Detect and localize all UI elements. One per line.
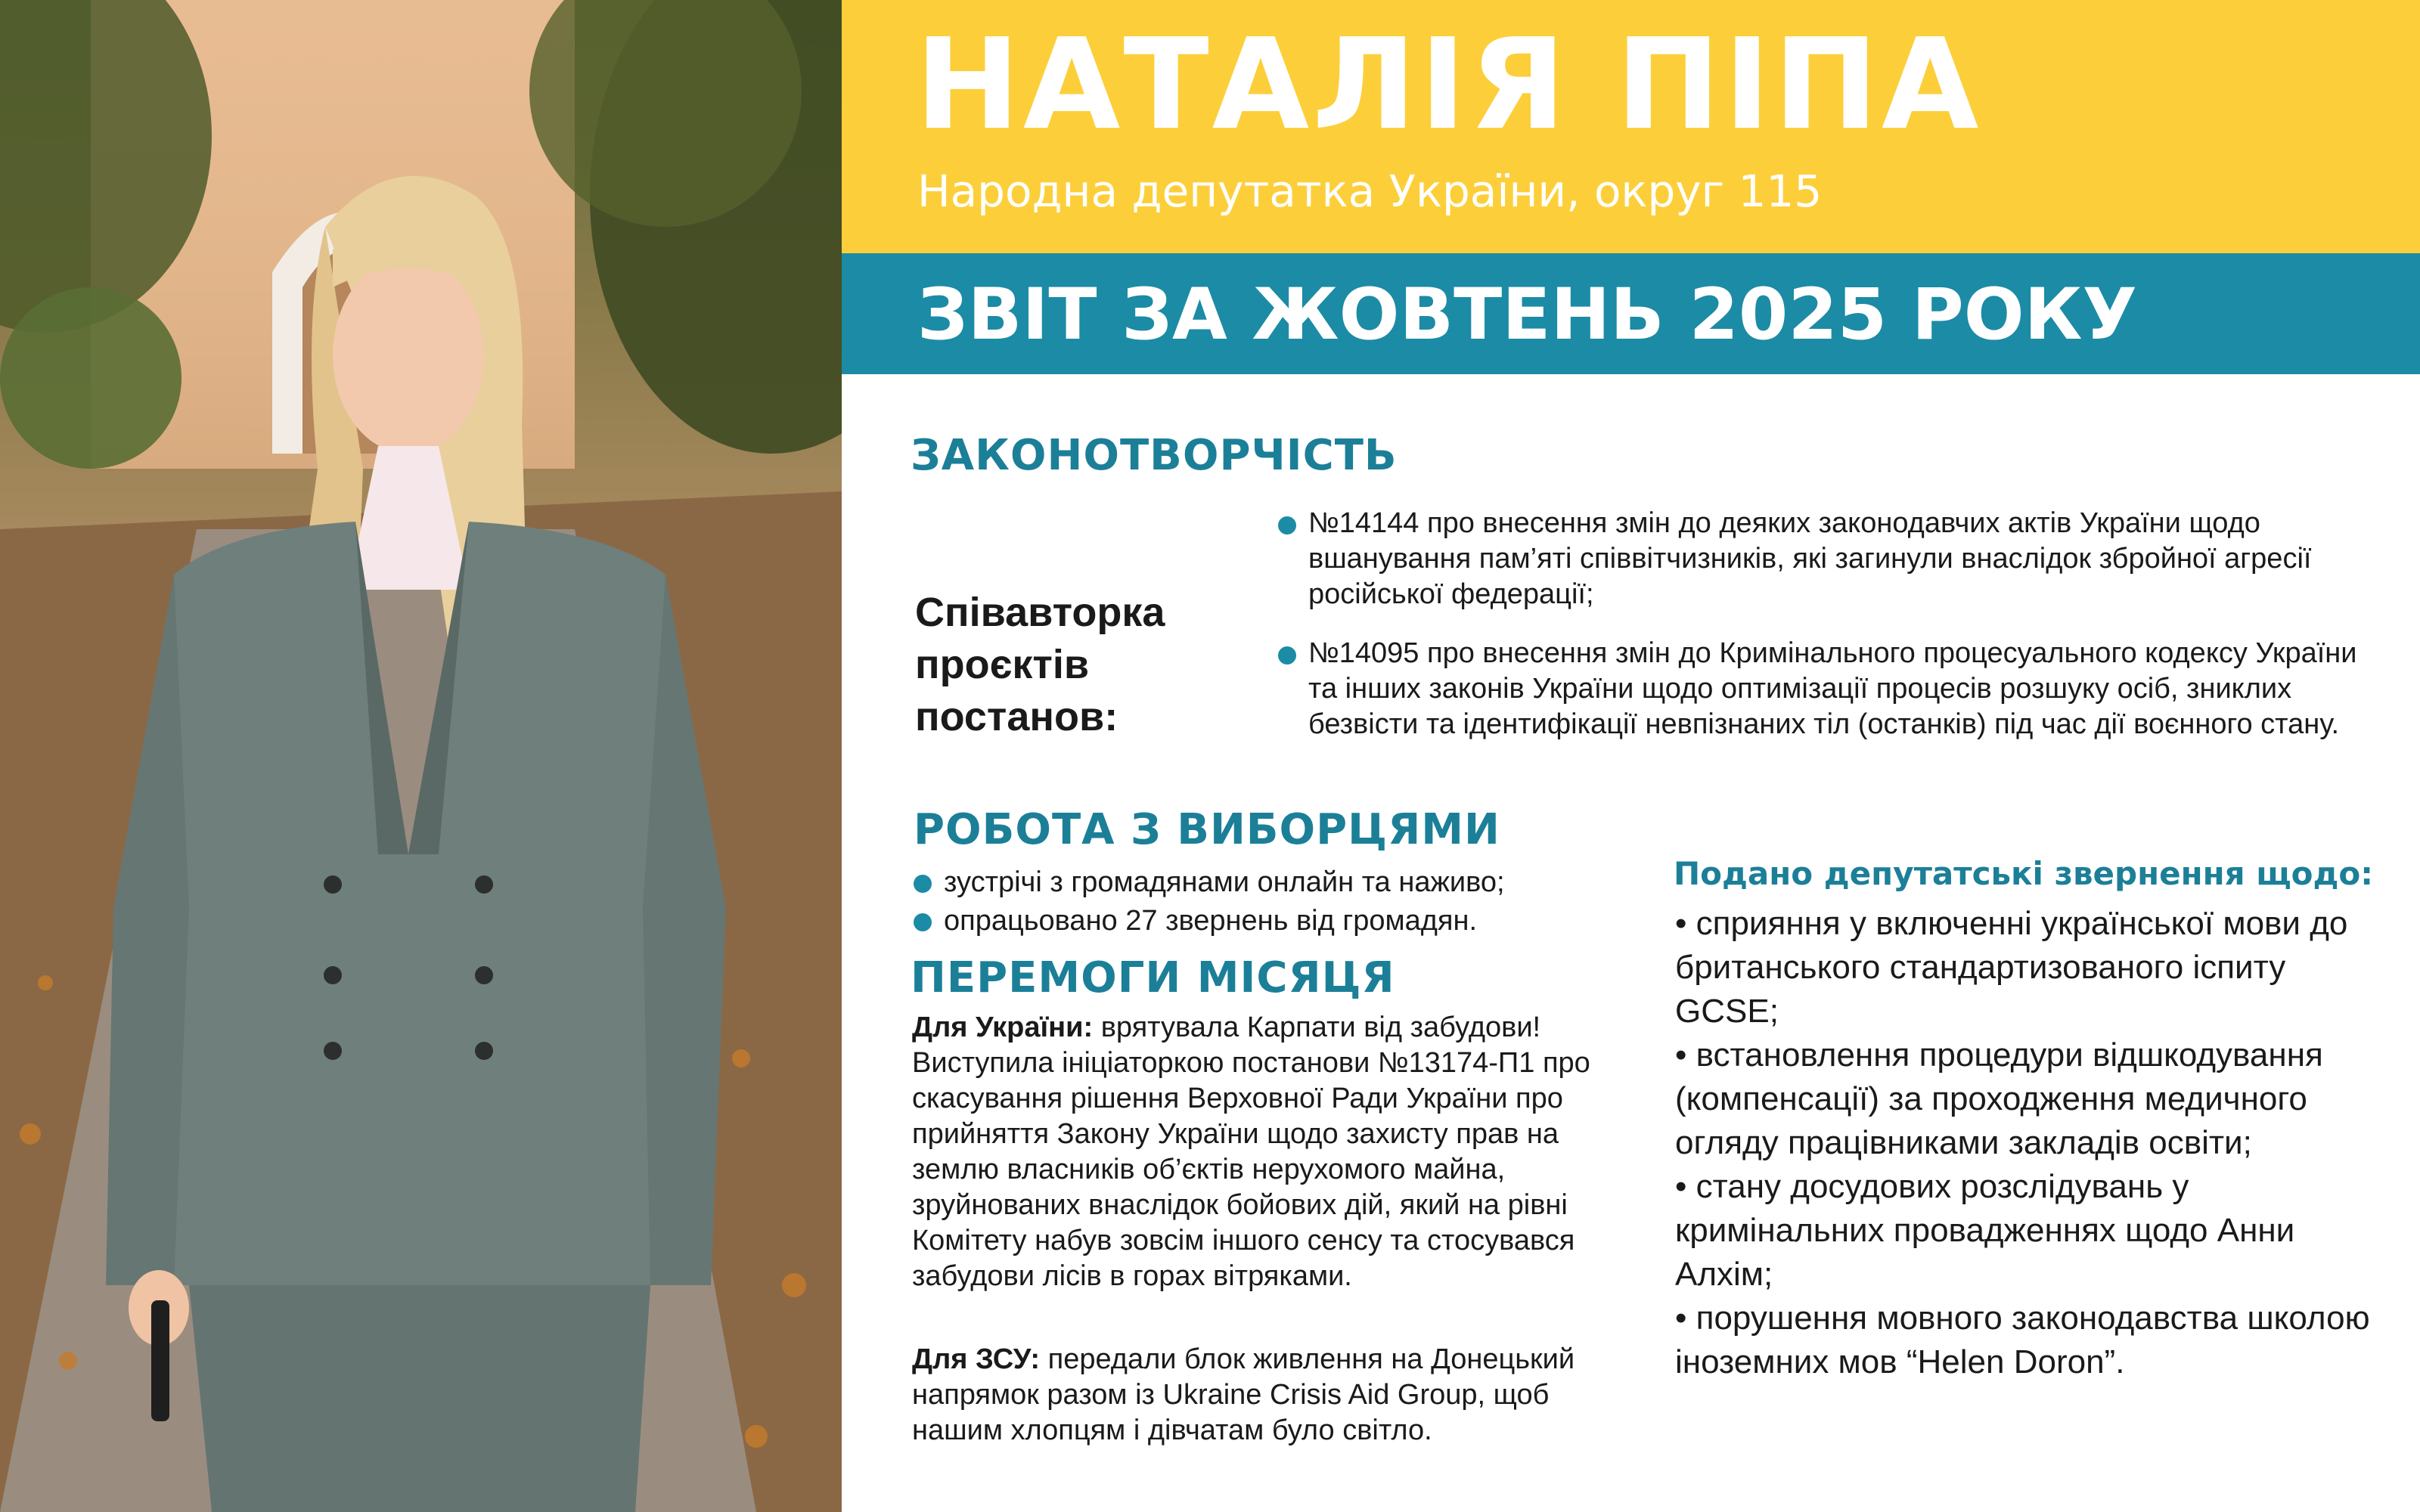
appeal-item: • сприяння у включенні української мови до британського стандартизованого іспиту GCSE;: [1675, 905, 2348, 1030]
victories-heading: ПЕРЕМОГИ МІСЯЦЯ: [911, 953, 1395, 1002]
victory-ukraine: [912, 1010, 1615, 1294]
voter-item: [914, 865, 1505, 900]
coauthor-label: Співавторка проєктів постанов:: [915, 590, 1165, 739]
voter-item-text: зустрічі з громадянами онлайн та наживо;: [944, 866, 1505, 898]
appeals-heading: Подано депутатські звернення щодо:: [1674, 855, 2374, 892]
voters-heading: РОБОТА З ВИБОРЦЯМИ: [914, 805, 1500, 854]
victory-ukraine-text: врятувала Карпати від забудови! Виступила ініціаторкою постанови №13174-П1 про скасування рішення Верховної Ради України про прийняття Закону України щодо захисту прав на землю власників об’єктів нерухомого майна, зруйнованих внаслідок бойових дій, який на рівні Комітету набув зовсім іншого сенсу та стосувався забудови лісів в горах вітряками.: [912, 1012, 1590, 1292]
legislation-heading: ЗАКОНОТВОРЧІСТЬ: [911, 431, 1398, 480]
bill-item: [1278, 636, 2360, 742]
bullet-dot-icon: [914, 875, 932, 893]
deputy-name: НАТАЛІЯ ПІПА: [915, 12, 1982, 158]
report-title: ЗВІТ ЗА ЖОВТЕНЬ 2025 РОКУ: [917, 274, 2137, 356]
voter-item: [914, 903, 1477, 939]
bullet-dot-icon: [914, 913, 932, 931]
victory-zsu-text: передали блок живлення на Донецький напрямок разом із Ukraine Crisis Aid Group, щоб нашим хлопцям і дівчатам було світло.: [912, 1343, 1575, 1446]
appeal-item: • стану досудових розслідувань у кримінальних провадженнях щодо Анни Алхім;: [1675, 1168, 2295, 1293]
bullet-dot-icon: [1278, 646, 1296, 665]
appeal-item: • порушення мовного законодавства школою іноземних мов “Helen Doron”.: [1675, 1300, 2370, 1380]
victory-zsu-label: Для ЗСУ:: [912, 1343, 1041, 1375]
deputy-position: Народна депутатка України, округ 115: [917, 166, 1823, 217]
portrait-photo: [0, 0, 842, 1512]
victory-ukraine-label: Для України:: [912, 1012, 1094, 1043]
bill-text: №14095 про внесення змін до Кримінального процесуального кодексу України та інших законів України щодо оптимізації процесів розшуку осіб, зниклих безвісти та ідентифікації невпізнаних тіл (останків) під час дії воєнного стану.: [1308, 637, 2357, 740]
appeals-list: [1675, 902, 2386, 1384]
bullet-dot-icon: [1278, 516, 1296, 534]
bill-text: №14144 про внесення змін до деяких законодавчих актів України щодо вшанування пам’яті співвітчизників, які загинули внаслідок збройної агресії російської федерації;: [1308, 507, 2312, 610]
voter-item-text: опрацьовано 27 звернень від громадян.: [944, 905, 1478, 937]
victory-zsu: [912, 1342, 1615, 1448]
bill-item: [1278, 506, 2360, 612]
appeal-item: • встановлення процедури відшкодування (компенсації) за проходження медичного огляду працівниками закладів освіти;: [1675, 1036, 2323, 1161]
portrait-illustration: [0, 0, 842, 1512]
